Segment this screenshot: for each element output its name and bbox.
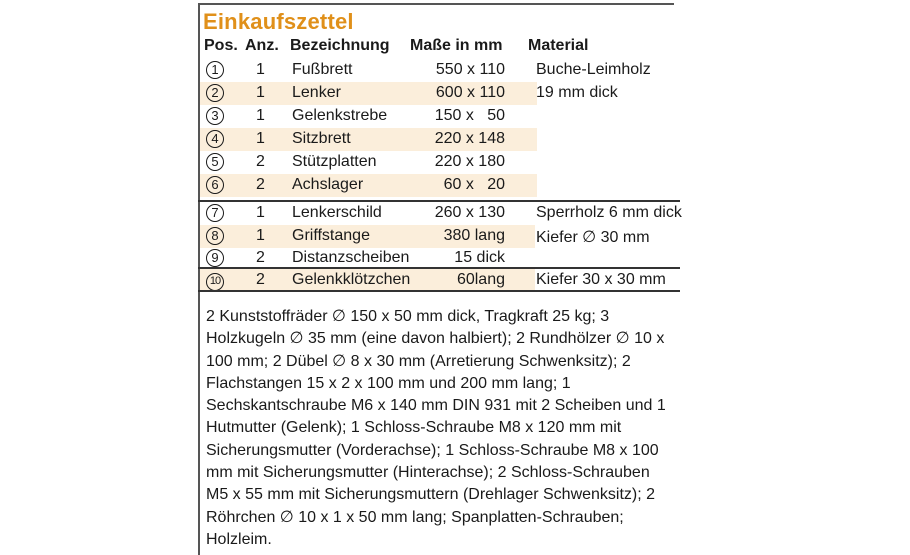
cell-pos <box>206 130 224 148</box>
header-anz: Anz. <box>245 37 279 54</box>
cell-masse: 220 x 148 <box>434 130 505 147</box>
cell-masse: 150 x 50 <box>434 107 505 124</box>
position-number-circle: 3 <box>206 107 224 125</box>
header-masse: Maße in mm <box>410 37 503 54</box>
cell-masse: 15 dick <box>454 249 505 266</box>
position-number-circle: 7 <box>206 204 224 222</box>
cell-anz: 1 <box>256 84 265 101</box>
rule-above-row-7 <box>198 200 680 202</box>
cell-masse: 60lang <box>456 271 505 288</box>
position-number-circle: 2 <box>206 84 224 102</box>
cell-anz: 2 <box>256 271 265 288</box>
position-number-circle: 8 <box>206 227 224 245</box>
cell-bezeichnung: Lenker <box>292 84 341 101</box>
cell-pos <box>206 84 224 102</box>
cell-pos <box>206 176 224 194</box>
hardware-notes: 2 Kunststoffräder ∅ 150 x 50 mm dick, Tragkraft 25 kg; 3 Holzkugeln ∅ 35 mm (eine davon halbiert); 2 Rundhölzer ∅ 10 x 100 mm; 2 Dübel ∅ 8 x 30 mm (Arretierung Schwenksitz); 2 Flachstangen 15 x 2 x 100 mm und 200 mm lang; 1 Sechskantschraube M6 x 140 mm DIN 931 mit 2 Scheiben und 1 Hutmutter (Gelenk); 1 Schloss-Schraube M8 x 120 mm mit Sicherungsmutter (Vorderachse); 1 Schloss-Schraube M8 x 100 mm mit Sicherungsmutter (Hinterachse); 2 Schloss-Schrauben M5 x 55 mm mit Sicherungsmuttern (Drehlager Schwenksitz); 2 Röhrchen ∅ 10 x 1 x 50 mm lang; Spanplatten-Schrauben; Holzleim. <box>206 308 666 548</box>
cell-masse: 260 x 130 <box>434 204 505 221</box>
position-number-circle: 4 <box>206 130 224 148</box>
cell-bezeichnung: Lenkerschild <box>292 204 382 221</box>
table-row <box>200 82 680 105</box>
table-row <box>200 225 680 248</box>
cell-masse: 600 x 110 <box>435 84 505 101</box>
cell-bezeichnung: Sitzbrett <box>292 130 351 147</box>
cell-anz: 1 <box>256 107 265 124</box>
cell-anz: 2 <box>256 249 265 266</box>
header-material: Material <box>528 37 589 54</box>
cell-pos <box>206 153 224 171</box>
cell-pos <box>206 227 224 245</box>
cell-bezeichnung: Gelenkstrebe <box>292 107 388 124</box>
table-row <box>200 151 680 174</box>
cell-masse: 380 lang <box>443 227 505 244</box>
cell-pos <box>206 61 224 79</box>
box-top-border <box>198 3 674 5</box>
table-row <box>200 202 680 225</box>
table-row <box>200 59 680 82</box>
cell-material: Kiefer 30 x 30 mm <box>536 271 666 288</box>
cell-material: Buche-Leimholz <box>536 61 651 78</box>
cell-pos <box>206 204 224 222</box>
position-number-circle: 6 <box>206 176 224 194</box>
position-number-circle: 1 <box>206 61 224 79</box>
position-number-circle: 10 <box>206 273 224 291</box>
table-row <box>200 269 680 292</box>
cell-anz: 2 <box>256 153 265 170</box>
cell-bezeichnung: Fußbrett <box>292 61 353 78</box>
cell-pos <box>206 249 224 267</box>
cell-material: Kiefer ∅ 30 mm <box>536 229 650 246</box>
cell-anz: 2 <box>256 176 265 193</box>
table-row <box>200 105 680 128</box>
cell-bezeichnung: Achslager <box>292 176 364 193</box>
cell-anz: 1 <box>256 130 265 147</box>
cell-masse: 220 x 180 <box>434 153 505 170</box>
cell-bezeichnung: Gelenkklötzchen <box>292 271 411 288</box>
cell-masse: 550 x 110 <box>435 61 505 78</box>
header-pos: Pos. <box>204 37 238 54</box>
table-header <box>198 37 680 59</box>
cell-bezeichnung: Distanzscheiben <box>292 249 410 266</box>
position-number-circle: 5 <box>206 153 224 171</box>
cell-material: Sperrholz 6 mm dick <box>536 204 682 221</box>
cell-anz: 1 <box>256 61 265 78</box>
cell-material: 19 mm dick <box>536 84 618 101</box>
page-title: Einkaufszettel <box>203 9 354 34</box>
cell-anz: 1 <box>256 227 265 244</box>
table-row <box>200 174 680 197</box>
cell-anz: 1 <box>256 204 265 221</box>
cell-bezeichnung: Stützplatten <box>292 153 377 170</box>
cell-pos <box>206 107 224 125</box>
shopping-list-box <box>198 3 680 555</box>
cell-pos <box>206 271 224 291</box>
position-number-circle: 9 <box>206 249 224 267</box>
cell-masse: 60 x 20 <box>443 176 505 193</box>
rule-below-row-10 <box>198 290 680 292</box>
rule-above-row-10 <box>198 267 680 269</box>
table-row <box>200 128 680 151</box>
header-bezeichnung: Bezeichnung <box>290 37 390 54</box>
cell-bezeichnung: Griffstange <box>292 227 370 244</box>
